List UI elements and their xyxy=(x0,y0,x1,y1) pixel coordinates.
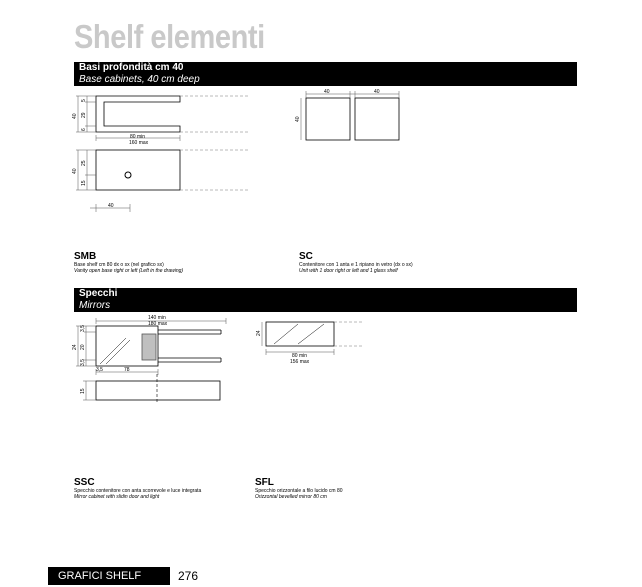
section-header-mirrors xyxy=(74,288,577,312)
dim-smb-width-min: 80 min xyxy=(130,134,146,140)
item-desc-en: Mirror cabinet with slidin door and light xyxy=(74,494,160,500)
dim-ssc-inner: 3,5 xyxy=(96,367,103,373)
dim-ssc-depth: 78 xyxy=(124,367,130,373)
dim-smb-seg2: 29 xyxy=(81,112,87,118)
item-code: SC xyxy=(299,251,313,262)
dim-ssc-width-max: 180 max xyxy=(148,321,168,327)
footer-bar xyxy=(48,567,170,585)
dim-sfl-width-min: 80 min xyxy=(292,353,308,359)
item-smb xyxy=(74,251,183,274)
section-heading: Basi profondità cm 40 xyxy=(79,62,184,73)
sc-right-unit xyxy=(355,98,399,140)
item-desc-it: Base shelf cm 80 dx o sx (nel grafico sx) xyxy=(74,262,164,268)
dim-ssc-seg3: 3,5 xyxy=(80,359,86,366)
dim-ssc-seg1: 3,5 xyxy=(80,325,86,332)
item-code: SMB xyxy=(74,251,97,262)
dim-sc-w1: 40 xyxy=(324,89,330,95)
smb-top-shape xyxy=(96,96,180,132)
dim-ssc-seg2: 20 xyxy=(80,344,86,350)
item-code: SFL xyxy=(255,477,274,488)
sc-drawing xyxy=(290,86,410,146)
footer-label: GRAFICI SHELF xyxy=(58,570,142,582)
sfl-drawing xyxy=(248,312,368,372)
item-desc-it: Contenitore con 1 anta e 1 ripiano in vetro (dx o sx) xyxy=(299,262,413,268)
dim-smb-bottom: 40 xyxy=(108,203,114,209)
dim-sfl-width-max: 156 max xyxy=(290,359,310,365)
dim-smb-seg3: 6 xyxy=(81,128,87,131)
section-header-base-cabinets xyxy=(74,62,577,86)
page-title: Shelf elementi xyxy=(74,18,265,55)
sc-left-unit xyxy=(306,98,350,140)
dim-smb-width-max: 160 max xyxy=(129,140,149,146)
section-heading: Specchi xyxy=(79,288,118,299)
dim-ssc-total: 24 xyxy=(72,344,78,350)
dim-smb-front-total: 40 xyxy=(72,168,78,174)
dim-ssc-front-h: 15 xyxy=(80,388,86,394)
drain-hole xyxy=(125,172,131,178)
item-desc-it: Specchio orizzontale a filo lucido cm 80 xyxy=(255,488,343,494)
dim-sc-w2: 40 xyxy=(374,89,380,95)
dim-sfl-h: 24 xyxy=(256,330,262,336)
ssc-light xyxy=(142,334,156,360)
section-subheading: Base cabinets, 40 cm deep xyxy=(79,74,200,85)
item-desc-en: Vanity open base right or left (Left in the drawing) xyxy=(74,268,184,274)
item-desc-en: Orizzontal bevelled mirror 80 cm xyxy=(255,494,327,500)
dim-sc-h: 40 xyxy=(295,116,301,122)
dim-smb-seg1: 5 xyxy=(81,99,87,102)
dim-ssc-width-min: 140 min xyxy=(148,315,166,321)
page-number: 276 xyxy=(178,569,199,583)
dim-smb-top-total: 40 xyxy=(72,113,78,119)
smb-drawing xyxy=(60,86,250,216)
item-ssc xyxy=(74,477,201,500)
item-desc-en: Unit with 1 door right or left and 1 glass shelf xyxy=(299,268,398,274)
ssc-drawing xyxy=(66,312,236,412)
item-code: SSC xyxy=(74,477,95,488)
dim-smb-front-seg1: 25 xyxy=(81,160,87,166)
item-sfl xyxy=(255,477,343,500)
ssc-front-body xyxy=(96,381,220,400)
item-sc xyxy=(299,251,413,274)
smb-front-shape xyxy=(96,150,180,190)
item-desc-it: Specchio contenitore con anta scorrevole e luce integrata xyxy=(74,488,202,494)
dim-smb-front-seg2: 15 xyxy=(81,180,87,186)
section-subheading: Mirrors xyxy=(79,300,111,311)
